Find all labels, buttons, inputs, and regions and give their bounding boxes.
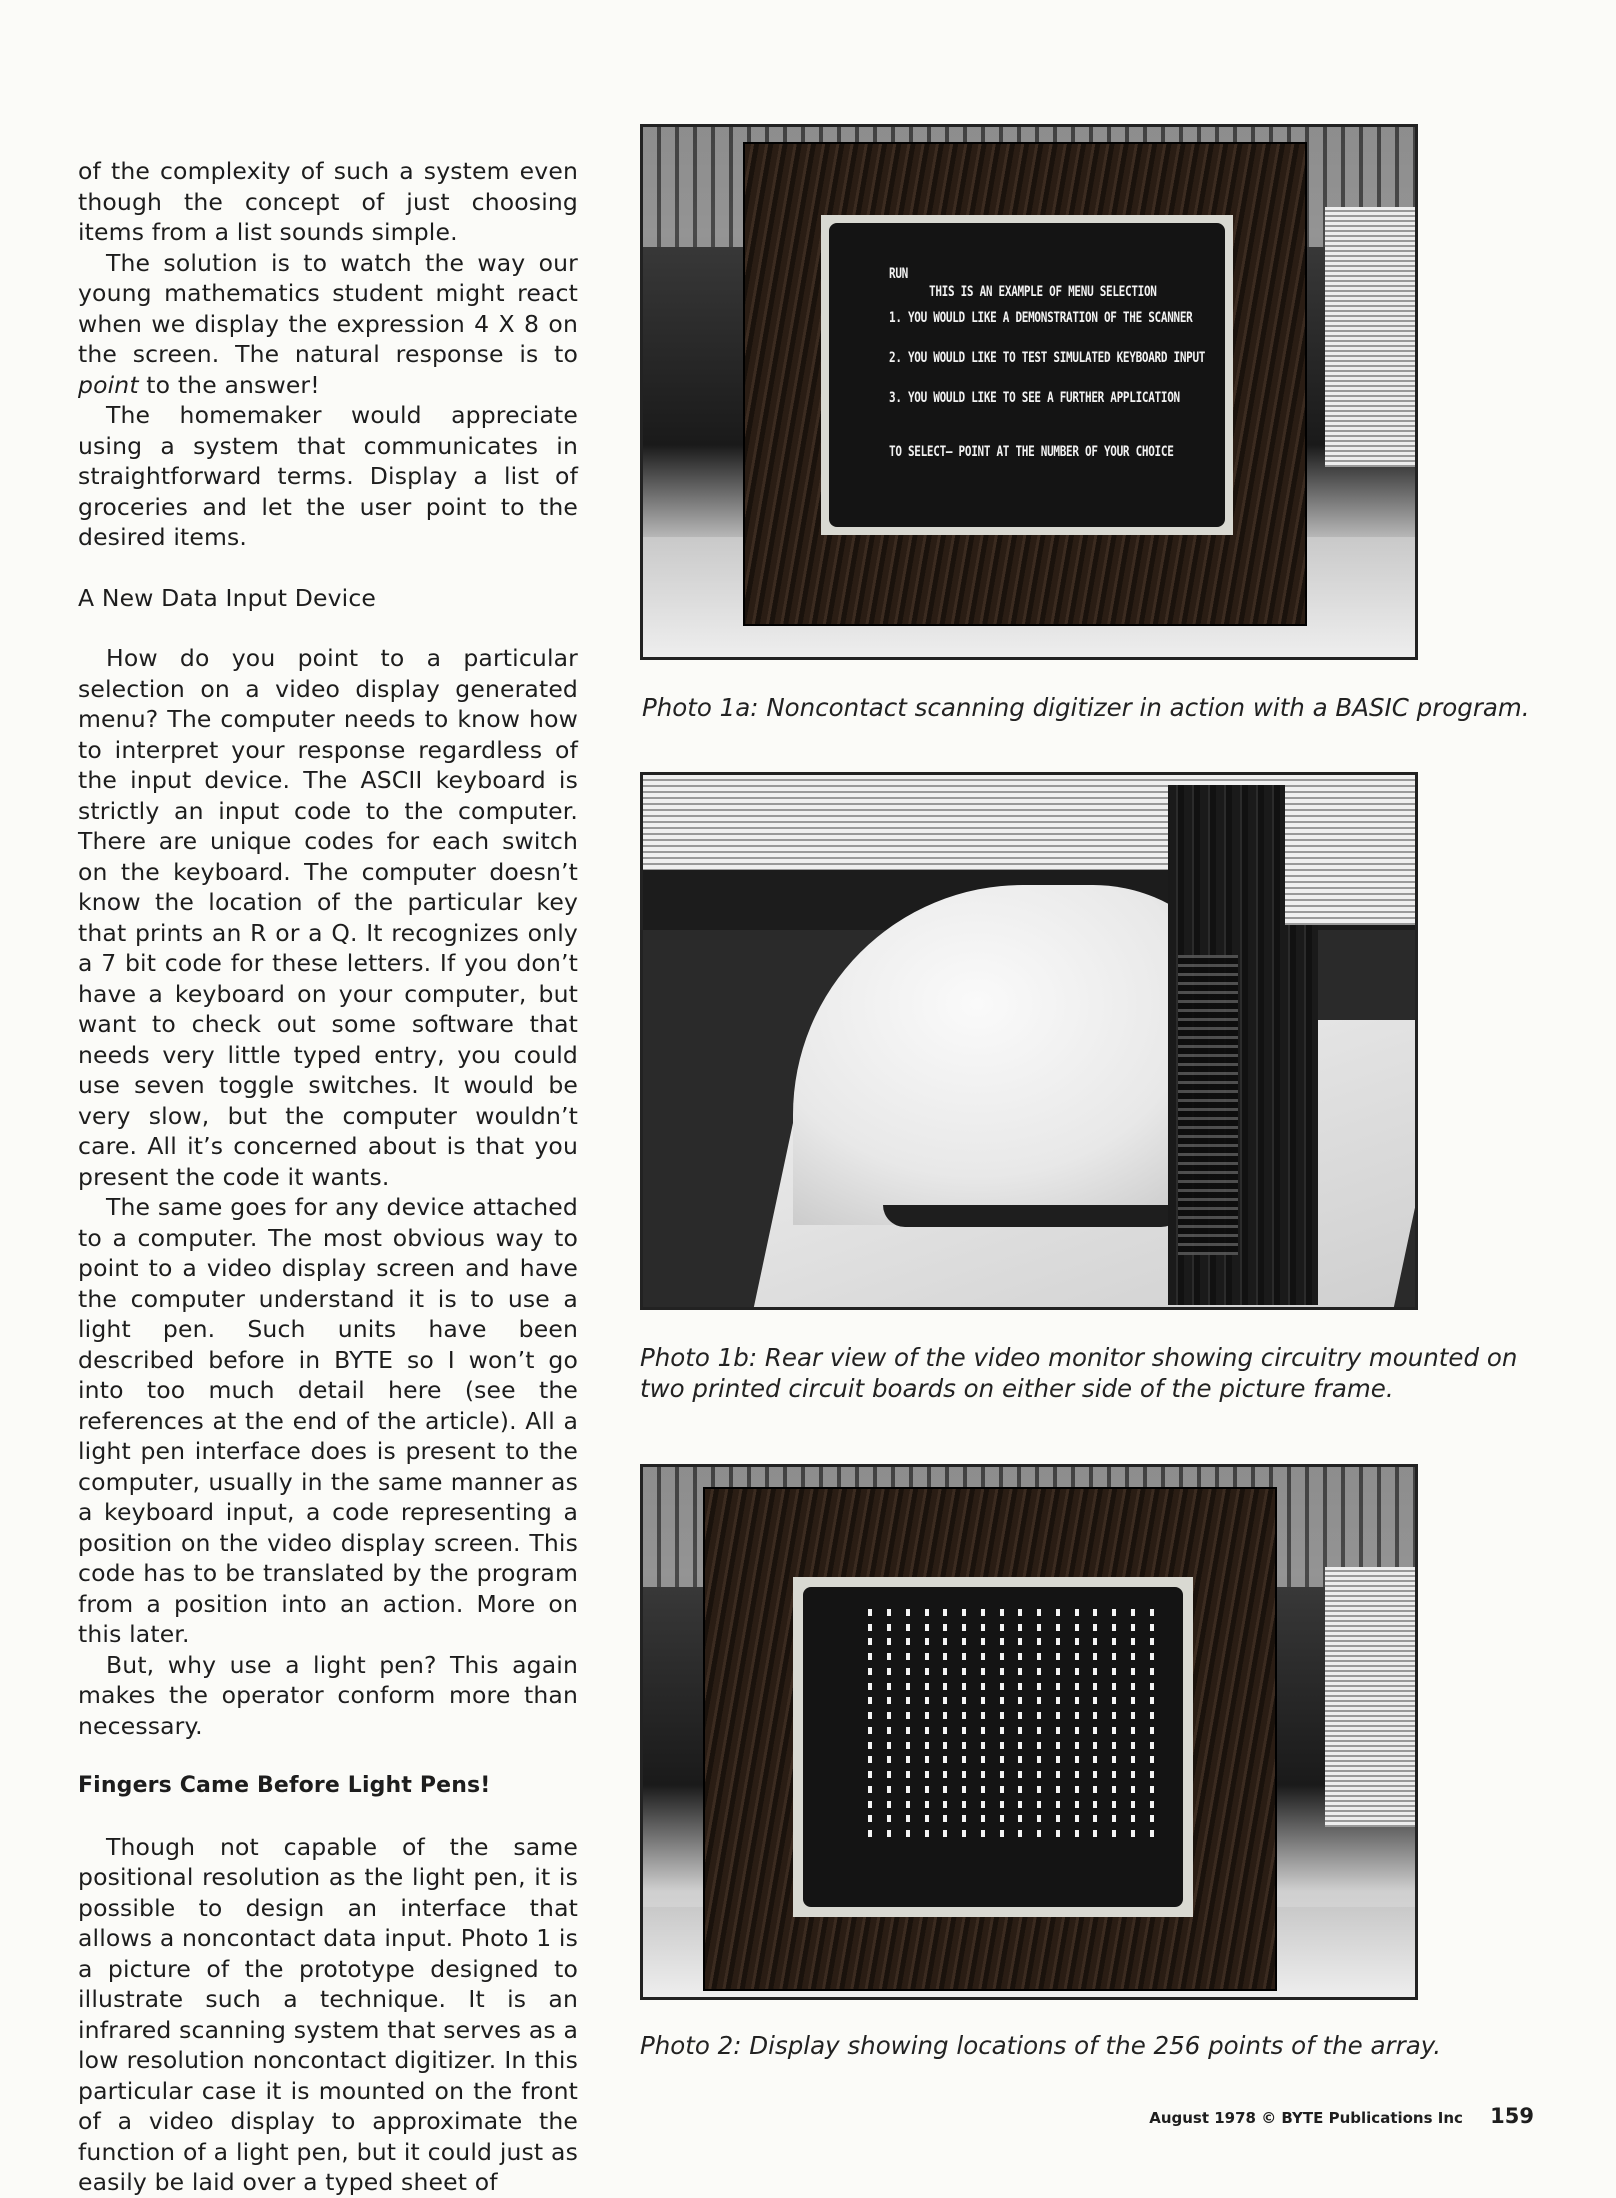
array-point	[925, 1609, 929, 1616]
array-point	[1075, 1609, 1079, 1616]
article-column	[78, 156, 578, 2198]
paragraph: How do you point to a particular selection on a video display generated menu? The computer needs to know how to interpret your response regardless of the input device. The ASCII keyboard is strictly an input code to the computer. There are unique codes for each switch on the keyboard. The computer doesn’t know the location of the particular key that prints an R or a Q. It recognizes only a 7 bit code for these letters. If you don’t have a keyboard on your computer, but want to check out some software that needs very little typed entry, you could use seven toggle switches. It would be very slow, but the computer wouldn’t care. All it’s concerned about is that you present the code it wants.	[78, 644, 578, 1191]
array-point	[962, 1697, 966, 1704]
screen-line: 2. YOU WOULD LIKE TO TEST SIMULATED KEYBOARD INPUT	[889, 349, 1206, 366]
array-point	[868, 1609, 872, 1616]
array-point	[1131, 1815, 1135, 1822]
array-point	[887, 1697, 891, 1704]
array-point	[962, 1727, 966, 1734]
array-point	[1150, 1771, 1154, 1778]
paper-stack	[1325, 207, 1415, 467]
array-point	[962, 1712, 966, 1719]
array-point	[943, 1771, 947, 1778]
array-point	[962, 1771, 966, 1778]
array-point	[1018, 1609, 1022, 1616]
array-point	[1018, 1771, 1022, 1778]
array-point	[1150, 1697, 1154, 1704]
array-point	[1037, 1697, 1041, 1704]
array-point	[981, 1786, 985, 1793]
array-point	[906, 1668, 910, 1675]
array-point	[1018, 1830, 1022, 1837]
array-point	[925, 1786, 929, 1793]
point-array	[861, 1605, 1161, 1841]
array-point	[1075, 1771, 1079, 1778]
array-point	[1112, 1771, 1116, 1778]
array-point	[1131, 1786, 1135, 1793]
array-point	[1112, 1712, 1116, 1719]
array-point	[868, 1668, 872, 1675]
array-point	[906, 1683, 910, 1690]
array-point	[1018, 1801, 1022, 1808]
array-point	[1000, 1801, 1004, 1808]
array-point	[1000, 1815, 1004, 1822]
array-point	[943, 1638, 947, 1645]
array-point	[981, 1697, 985, 1704]
photo-caption: Photo 1b: Rear view of the video monitor showing circuitry mounted on two printed circuit boards on either side of the picture frame.	[640, 1343, 1518, 1403]
array-point	[1075, 1697, 1079, 1704]
array-point	[1093, 1771, 1097, 1778]
array-point	[1131, 1801, 1135, 1808]
screen-line: RUN	[889, 265, 908, 282]
array-point	[1037, 1727, 1041, 1734]
array-point	[1093, 1668, 1097, 1675]
array-point	[943, 1712, 947, 1719]
array-point	[943, 1830, 947, 1837]
array-point	[1056, 1771, 1060, 1778]
array-point	[887, 1683, 891, 1690]
array-point	[1075, 1638, 1079, 1645]
paragraph: Though not capable of the same positional resolution as the light pen, it is possible to design an interface that allows a noncontact data input. Photo 1 is a picture of the prototype designed to illustrate such a technique. It is an infrared scanning system that serves as a low resolution noncontact digitizer. In this particular case it is mounted on the front of a video display to approximate the function of a light pen, but it could just as easily be laid over a typed sheet of	[78, 1832, 579, 2196]
array-point	[1000, 1786, 1004, 1793]
array-point	[943, 1801, 947, 1808]
array-point	[887, 1742, 891, 1749]
array-point	[1131, 1756, 1135, 1763]
array-point	[925, 1756, 929, 1763]
array-point	[1131, 1638, 1135, 1645]
array-point	[868, 1786, 872, 1793]
array-point	[868, 1771, 872, 1778]
array-point	[1093, 1624, 1097, 1631]
array-point	[1037, 1830, 1041, 1837]
array-point	[943, 1683, 947, 1690]
array-point	[981, 1801, 985, 1808]
array-point	[1150, 1756, 1154, 1763]
array-point	[1018, 1638, 1022, 1645]
array-point	[1150, 1801, 1154, 1808]
array-point	[1075, 1653, 1079, 1660]
array-point	[1075, 1815, 1079, 1822]
array-point	[1150, 1609, 1154, 1616]
array-point	[1093, 1683, 1097, 1690]
array-point	[1000, 1653, 1004, 1660]
array-point	[1075, 1683, 1079, 1690]
screen-line: 3. YOU WOULD LIKE TO SEE A FURTHER APPLICATION	[889, 389, 1180, 406]
array-point	[981, 1683, 985, 1690]
array-point	[925, 1742, 929, 1749]
array-point	[962, 1756, 966, 1763]
paragraph-tail: to the answer!	[138, 370, 320, 399]
array-point	[943, 1756, 947, 1763]
photo-1b	[640, 772, 1418, 1310]
array-point	[1000, 1683, 1004, 1690]
array-point	[1093, 1653, 1097, 1660]
array-point	[906, 1638, 910, 1645]
array-point	[981, 1742, 985, 1749]
photo-caption: Photo 1a: Noncontact scanning digitizer in action with a BASIC program.	[642, 693, 1530, 722]
array-point	[1037, 1638, 1041, 1645]
array-point	[1112, 1815, 1116, 1822]
paragraph: But, why use a light pen? This again makes the operator conform more than necessary.	[78, 1650, 578, 1740]
array-point	[1112, 1638, 1116, 1645]
array-point	[1131, 1771, 1135, 1778]
array-point	[906, 1771, 910, 1778]
array-point	[1075, 1712, 1079, 1719]
array-point	[887, 1609, 891, 1616]
array-point	[906, 1609, 910, 1616]
monitor-screen	[829, 223, 1225, 527]
array-point	[925, 1653, 929, 1660]
array-point	[1131, 1683, 1135, 1690]
array-point	[943, 1727, 947, 1734]
array-point	[1037, 1742, 1041, 1749]
array-point	[1075, 1624, 1079, 1631]
array-point	[925, 1830, 929, 1837]
array-point	[1131, 1653, 1135, 1660]
array-point	[1018, 1815, 1022, 1822]
array-point	[962, 1830, 966, 1837]
array-point	[1150, 1683, 1154, 1690]
array-point	[981, 1727, 985, 1734]
crt-base	[883, 1205, 1183, 1227]
array-point	[1131, 1609, 1135, 1616]
array-point	[1000, 1624, 1004, 1631]
array-point	[1000, 1712, 1004, 1719]
paper-stack	[1325, 1567, 1415, 1827]
array-point	[1037, 1624, 1041, 1631]
array-point	[981, 1624, 985, 1631]
array-point	[887, 1727, 891, 1734]
array-point	[962, 1742, 966, 1749]
array-point	[906, 1697, 910, 1704]
circuit-board	[1178, 955, 1238, 1255]
array-point	[1112, 1756, 1116, 1763]
array-point	[943, 1653, 947, 1660]
array-point	[887, 1712, 891, 1719]
array-point	[981, 1830, 985, 1837]
array-point	[981, 1712, 985, 1719]
array-point	[1112, 1609, 1116, 1616]
array-point	[943, 1609, 947, 1616]
array-point	[1112, 1624, 1116, 1631]
array-point	[1056, 1786, 1060, 1793]
array-point	[962, 1801, 966, 1808]
array-point	[943, 1786, 947, 1793]
array-point	[1018, 1624, 1022, 1631]
array-point	[887, 1668, 891, 1675]
array-point	[906, 1712, 910, 1719]
array-point	[868, 1638, 872, 1645]
array-point	[1093, 1697, 1097, 1704]
array-point	[1131, 1742, 1135, 1749]
array-point	[981, 1771, 985, 1778]
array-point	[1075, 1801, 1079, 1808]
screen-line: TO SELECT— POINT AT THE NUMBER OF YOUR CHOICE	[889, 443, 1174, 460]
array-point	[868, 1756, 872, 1763]
array-point	[868, 1697, 872, 1704]
array-point	[1112, 1801, 1116, 1808]
array-point	[943, 1815, 947, 1822]
array-point	[1000, 1638, 1004, 1645]
photo-2	[640, 1464, 1418, 2000]
array-point	[981, 1668, 985, 1675]
array-point	[1150, 1624, 1154, 1631]
array-point	[925, 1638, 929, 1645]
array-point	[1112, 1697, 1116, 1704]
array-point	[868, 1801, 872, 1808]
array-point	[1018, 1683, 1022, 1690]
array-point	[906, 1830, 910, 1837]
paper-stack	[1285, 775, 1415, 925]
page-footer	[1149, 2104, 1534, 2128]
array-point	[1093, 1712, 1097, 1719]
array-point	[962, 1815, 966, 1822]
array-point	[943, 1697, 947, 1704]
array-point	[1000, 1830, 1004, 1837]
array-point	[1093, 1638, 1097, 1645]
array-point	[1018, 1668, 1022, 1675]
array-point	[1093, 1801, 1097, 1808]
array-point	[1150, 1815, 1154, 1822]
array-point	[1037, 1653, 1041, 1660]
array-point	[1131, 1830, 1135, 1837]
array-point	[1056, 1742, 1060, 1749]
array-point	[962, 1653, 966, 1660]
array-point	[1018, 1653, 1022, 1660]
array-point	[962, 1624, 966, 1631]
array-point	[962, 1683, 966, 1690]
array-point	[887, 1771, 891, 1778]
array-point	[943, 1624, 947, 1631]
array-point	[887, 1786, 891, 1793]
array-point	[981, 1653, 985, 1660]
array-point	[1112, 1653, 1116, 1660]
array-point	[1000, 1609, 1004, 1616]
array-point	[1112, 1727, 1116, 1734]
array-point	[1112, 1683, 1116, 1690]
paragraph: of the complexity of such a system even though the concept of just choosing items from a list sounds simple.	[78, 157, 578, 246]
array-point	[906, 1801, 910, 1808]
array-point	[1075, 1668, 1079, 1675]
array-point	[1150, 1712, 1154, 1719]
section-heading: A New Data Input Device	[78, 583, 376, 612]
array-point	[1131, 1727, 1135, 1734]
array-point	[925, 1815, 929, 1822]
array-point	[887, 1638, 891, 1645]
array-point	[1000, 1668, 1004, 1675]
array-point	[906, 1727, 910, 1734]
array-point	[1037, 1786, 1041, 1793]
array-point	[868, 1742, 872, 1749]
array-point	[1018, 1756, 1022, 1763]
array-point	[1037, 1756, 1041, 1763]
array-point	[1037, 1668, 1041, 1675]
paragraph: The homemaker would appreciate using a system that communicates in straightforward terms. Display a list of groceries and let the user point to the desired items.	[78, 401, 578, 551]
array-point	[1037, 1712, 1041, 1719]
array-point	[1131, 1624, 1135, 1631]
photo-caption: Photo 2: Display showing locations of the 256 points of the array.	[640, 2031, 1442, 2060]
array-point	[925, 1712, 929, 1719]
array-point	[887, 1815, 891, 1822]
array-point	[981, 1638, 985, 1645]
array-point	[1018, 1786, 1022, 1793]
array-point	[868, 1727, 872, 1734]
array-point	[1000, 1697, 1004, 1704]
array-point	[1093, 1830, 1097, 1837]
array-point	[868, 1830, 872, 1837]
array-point	[1131, 1697, 1135, 1704]
array-point	[1000, 1742, 1004, 1749]
array-point	[1093, 1756, 1097, 1763]
array-point	[1037, 1683, 1041, 1690]
array-point	[1093, 1742, 1097, 1749]
section-heading: Fingers Came Before Light Pens!	[78, 1773, 491, 1798]
array-point	[906, 1786, 910, 1793]
array-point	[1056, 1638, 1060, 1645]
array-point	[981, 1756, 985, 1763]
array-point	[1000, 1771, 1004, 1778]
array-point	[1150, 1727, 1154, 1734]
footer-credit: August 1978 © BYTE Publications Inc	[1149, 2109, 1463, 2127]
array-point	[925, 1727, 929, 1734]
array-point	[868, 1712, 872, 1719]
array-point	[906, 1653, 910, 1660]
array-point	[981, 1815, 985, 1822]
array-point	[1150, 1653, 1154, 1660]
array-point	[962, 1786, 966, 1793]
array-point	[1056, 1830, 1060, 1837]
array-point	[1056, 1624, 1060, 1631]
paragraph: The same goes for any device attached to a computer. The most obvious way to point to a video display screen and have the computer understand it is to use a light pen. Such units have been described before in BYTE so I won’t go into too much detail here (see the references at the end of the article). All a light pen interface does is present to the computer, usually in the same manner as a keyboard input, a code representing a position on the video display screen. This code has to be translated by the program from a position into an action. More on this later.	[78, 1193, 578, 1648]
array-point	[1112, 1786, 1116, 1793]
array-point	[906, 1756, 910, 1763]
array-point	[943, 1742, 947, 1749]
array-point	[925, 1683, 929, 1690]
array-point	[925, 1668, 929, 1675]
array-point	[1056, 1712, 1060, 1719]
array-point	[1150, 1668, 1154, 1675]
array-point	[962, 1668, 966, 1675]
screen-line: THIS IS AN EXAMPLE OF MENU SELECTION	[929, 283, 1157, 300]
array-point	[925, 1801, 929, 1808]
array-point	[1093, 1815, 1097, 1822]
array-point	[1150, 1638, 1154, 1645]
array-point	[1018, 1697, 1022, 1704]
array-point	[906, 1624, 910, 1631]
array-point	[925, 1771, 929, 1778]
array-point	[1112, 1742, 1116, 1749]
photo-1a	[640, 124, 1418, 660]
array-point	[1056, 1697, 1060, 1704]
array-point	[868, 1815, 872, 1822]
array-point	[1056, 1815, 1060, 1822]
array-point	[1131, 1668, 1135, 1675]
array-point	[1056, 1609, 1060, 1616]
array-point	[1037, 1801, 1041, 1808]
array-point	[1075, 1830, 1079, 1837]
array-point	[925, 1697, 929, 1704]
paragraph-text: The solution is to watch the way our young mathematics student might react when we display the expression 4 X 8 on the screen. The natural response is to	[78, 248, 578, 368]
array-point	[868, 1653, 872, 1660]
monitor-screen	[803, 1587, 1183, 1907]
array-point	[1075, 1756, 1079, 1763]
array-point	[1093, 1609, 1097, 1616]
array-point	[925, 1624, 929, 1631]
array-point	[981, 1609, 985, 1616]
array-point	[1000, 1727, 1004, 1734]
array-point	[887, 1653, 891, 1660]
array-point	[1056, 1653, 1060, 1660]
array-point	[906, 1742, 910, 1749]
array-point	[1093, 1786, 1097, 1793]
array-point	[962, 1638, 966, 1645]
array-point	[1037, 1815, 1041, 1822]
array-point	[1093, 1727, 1097, 1734]
array-point	[1018, 1742, 1022, 1749]
array-point	[1056, 1668, 1060, 1675]
array-point	[887, 1756, 891, 1763]
array-point	[1075, 1742, 1079, 1749]
array-point	[1075, 1786, 1079, 1793]
array-point	[962, 1609, 966, 1616]
emphasis-point: point	[78, 370, 139, 399]
array-point	[1150, 1830, 1154, 1837]
array-point	[1056, 1727, 1060, 1734]
array-point	[887, 1830, 891, 1837]
array-point	[1018, 1712, 1022, 1719]
paragraph	[78, 248, 578, 401]
array-point	[906, 1815, 910, 1822]
array-point	[1112, 1830, 1116, 1837]
array-point	[1037, 1771, 1041, 1778]
array-point	[887, 1801, 891, 1808]
array-point	[1056, 1756, 1060, 1763]
array-point	[1150, 1742, 1154, 1749]
array-point	[868, 1624, 872, 1631]
array-point	[1056, 1801, 1060, 1808]
array-point	[1018, 1727, 1022, 1734]
array-point	[1000, 1756, 1004, 1763]
array-point	[1037, 1609, 1041, 1616]
screen-line: 1. YOU WOULD LIKE A DEMONSTRATION OF THE SCANNER	[889, 309, 1193, 326]
array-point	[1131, 1712, 1135, 1719]
page-number: 159	[1490, 2104, 1534, 2128]
array-point	[1112, 1668, 1116, 1675]
array-point	[1150, 1786, 1154, 1793]
array-point	[943, 1668, 947, 1675]
array-point	[1056, 1683, 1060, 1690]
array-point	[1075, 1727, 1079, 1734]
array-point	[868, 1683, 872, 1690]
array-point	[887, 1624, 891, 1631]
